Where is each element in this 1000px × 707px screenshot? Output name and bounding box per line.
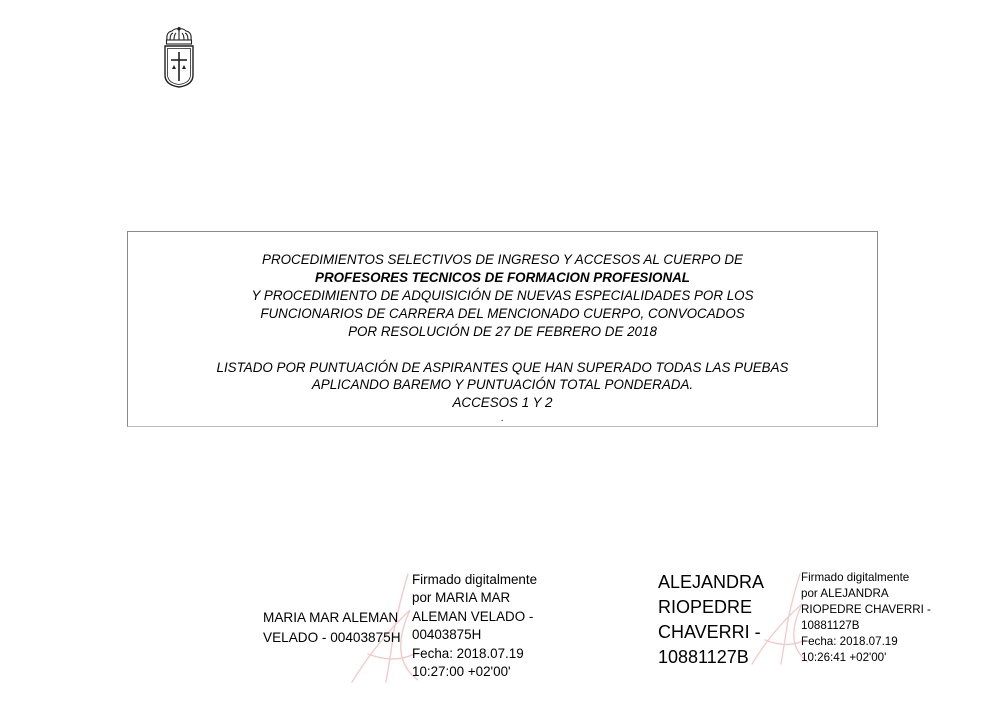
signature-detail-line: 00403875H (412, 627, 482, 643)
signature-detail-line: 10881127B (801, 619, 860, 633)
title-line-body-name: PROFESORES TECNICOS DE FORMACION PROFESIONAL (315, 269, 690, 285)
signature-time: 10:26:41 +02'00' (801, 651, 887, 665)
signature-detail-line: ALEMAN VELADO - (412, 608, 534, 624)
signature-time: 10:27:00 +02'00' (412, 664, 511, 680)
signature-date: Fecha: 2018.07.19 (801, 635, 898, 649)
signer-name-line: CHAVERRI - (658, 622, 761, 642)
signature-details (801, 570, 931, 667)
title-line: Y PROCEDIMIENTO DE ADQUISICIÓN DE NUEVAS ESPECIALIDADES POR LOS (251, 287, 754, 303)
listing-line: ACCESOS 1 Y 2 (452, 395, 553, 411)
signature-details (412, 571, 537, 681)
signature-detail-line: RIOPEDRE CHAVERRI - (801, 603, 931, 617)
listing-line: APLICANDO BAREMO Y PUNTUACIÓN TOTAL PONDERADA. (311, 377, 694, 393)
signer-name (263, 608, 401, 648)
document-title-box (127, 231, 878, 427)
signature-date: Fecha: 2018.07.19 (412, 645, 524, 661)
title-block-procedure (128, 251, 877, 341)
signature-detail-line: por ALEJANDRA (801, 587, 889, 601)
signer-name-line: ALEJANDRA (658, 572, 765, 592)
trailing-mark: . (501, 413, 504, 425)
title-line: FUNCIONARIOS DE CARRERA DEL MENCIONADO CUERPO, CONVOCADOS (260, 305, 745, 321)
signature-detail-line: por MARIA MAR (412, 590, 511, 606)
title-line: PROCEDIMIENTOS SELECTIVOS DE INGRESO Y ACCESOS AL CUERPO DE (262, 252, 743, 267)
title-line: POR RESOLUCIÓN DE 27 DE FEBRERO DE 2018 (348, 323, 657, 339)
signer-name-line: RIOPEDRE (658, 597, 753, 617)
signer-name (658, 570, 764, 670)
signature-detail-line: Firmado digitalmente (412, 572, 538, 587)
asturias-coat-of-arms-icon (160, 27, 198, 89)
title-block-listing (128, 359, 877, 413)
listing-line: LISTADO POR PUNTUACIÓN DE ASPIRANTES QUE HAN SUPERADO TODAS LAS PUEBAS (216, 359, 789, 375)
signer-name-line: MARIA MAR ALEMAN (263, 610, 399, 625)
signature-detail-line: Firmado digitalmente (801, 571, 910, 584)
signer-name-line: 10881127B (658, 647, 749, 667)
signer-name-line: VELADO - 00403875H (263, 630, 401, 645)
